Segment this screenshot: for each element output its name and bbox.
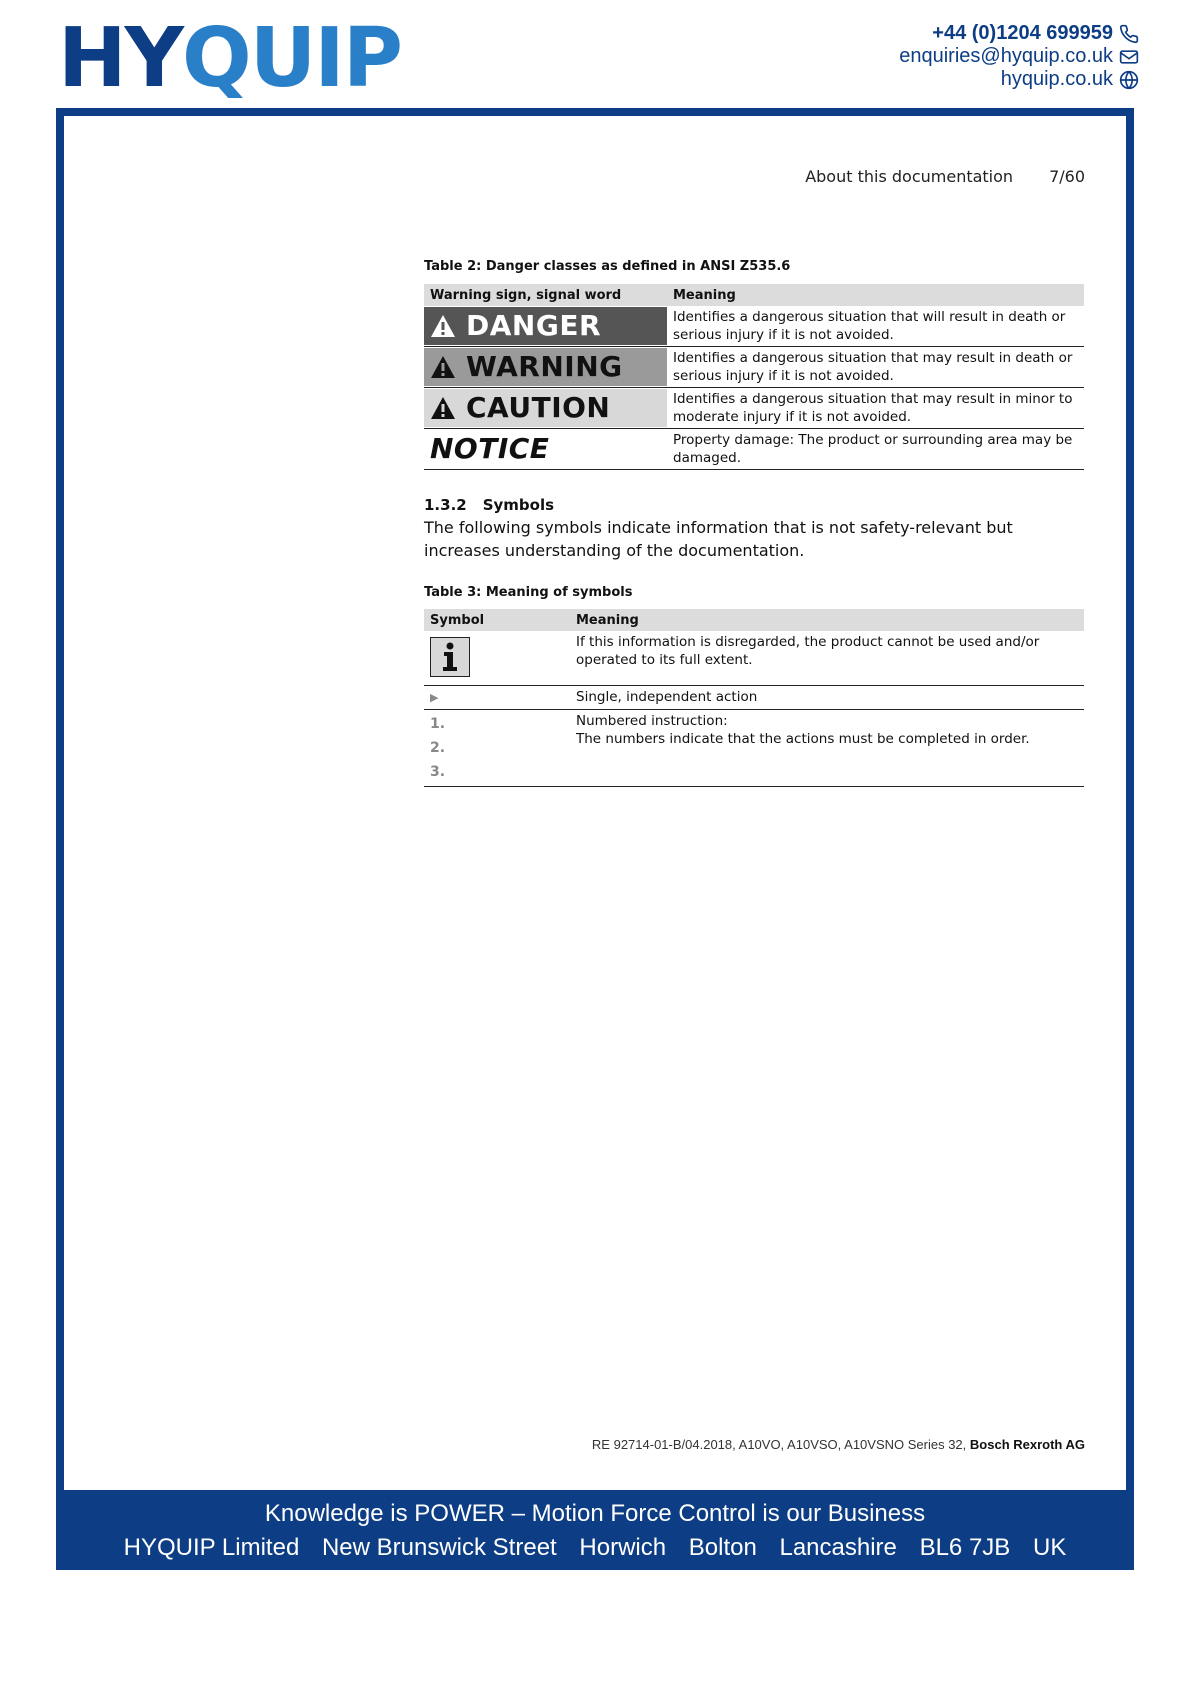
meaning-cell: Identifies a dangerous situation that may result in minor to moderate injury if it is not avoided. — [667, 388, 1084, 429]
caution-sign — [424, 388, 667, 429]
notice-sign — [424, 429, 667, 470]
page-number: 7/60 — [1049, 167, 1085, 186]
list-number: 1. — [430, 716, 446, 732]
list-number: 2. — [430, 740, 446, 756]
meaning-cell: Property damage: The product or surrounding area may be damaged. — [667, 429, 1084, 470]
address-line — [56, 1534, 1134, 1562]
signal-word: WARNING — [466, 350, 623, 383]
website-url[interactable]: hyquip.co.uk — [1000, 68, 1113, 90]
meaning-cell: Identifies a dangerous situation that may result in death or serious injury if it is not avoided. — [667, 347, 1084, 388]
document-reference: RE 92714-01-B/04.2018, A10VO, A10VSO, A10VSNO Series 32, — [591, 1437, 967, 1452]
table-row — [424, 347, 1084, 388]
globe-icon — [1119, 70, 1139, 90]
warning-triangle-icon — [430, 396, 456, 420]
email-address[interactable]: enquiries@hyquip.co.uk — [899, 45, 1113, 67]
signal-word: DANGER — [466, 309, 602, 342]
email-row[interactable] — [899, 45, 1139, 68]
section-name: About this documentation — [805, 167, 1014, 186]
table-row — [424, 686, 1084, 710]
section-body: The following symbols indicate information that is not safety-relevant but increases understanding of the documentation. — [424, 518, 1013, 560]
table-row — [424, 388, 1084, 429]
table-header-row — [424, 284, 1084, 306]
table2-caption: Table 2: Danger classes as defined in ANSI Z535.6 — [424, 259, 791, 274]
meaning-cell — [570, 710, 1084, 787]
meaning-line: Numbered instruction: — [576, 713, 728, 729]
danger-classes-table — [424, 284, 1084, 470]
table3-caption: Table 3: Meaning of symbols — [424, 585, 633, 600]
address-part: UK — [1032, 1534, 1067, 1561]
meaning-cell: Single, independent action — [570, 686, 1084, 710]
footer-band — [56, 1490, 1134, 1570]
meaning-line: The numbers indicate that the actions must be completed in order. — [576, 731, 1030, 747]
website-row[interactable] — [899, 68, 1139, 91]
table-row — [424, 710, 1084, 787]
action-arrow-icon: ▶ — [430, 691, 439, 704]
symbol-cell — [424, 710, 570, 787]
company-name: Bosch Rexroth AG — [969, 1437, 1085, 1452]
signal-word: NOTICE — [430, 432, 550, 465]
warning-triangle-icon — [430, 314, 456, 338]
column-header: Warning sign, signal word — [424, 284, 667, 306]
list-number: 3. — [430, 764, 446, 780]
table-row — [424, 429, 1084, 470]
address-part: Horwich — [579, 1534, 667, 1561]
table-header-row — [424, 609, 1084, 631]
warning-triangle-icon — [430, 355, 456, 379]
table-row — [424, 306, 1084, 347]
warning-sign — [424, 347, 667, 388]
address-part: Lancashire — [779, 1534, 897, 1561]
symbol-cell — [424, 686, 570, 710]
phone-row[interactable] — [899, 22, 1139, 45]
meaning-cell: If this information is disregarded, the product cannot be used and/or operated to its full extent. — [570, 631, 1084, 686]
hyquip-logo — [58, 11, 401, 106]
address-part: Bolton — [688, 1534, 757, 1561]
meaning-cell: Identifies a dangerous situation that will result in death or serious injury if it is not avoided. — [667, 306, 1084, 347]
danger-sign — [424, 306, 667, 347]
logo-part-quip: QUIP — [182, 11, 401, 106]
phone-number[interactable]: +44 (0)1204 699959 — [932, 22, 1113, 44]
address-part: BL6 7JB — [919, 1534, 1011, 1561]
symbols-table — [424, 609, 1084, 787]
numbered-list-symbol — [430, 712, 564, 784]
address-part: New Brunswick Street — [321, 1534, 557, 1561]
column-header: Meaning — [570, 609, 1084, 631]
section-heading — [424, 496, 554, 514]
column-header: Meaning — [667, 284, 1084, 306]
info-icon — [430, 637, 470, 677]
running-head — [805, 167, 1085, 186]
contact-block — [899, 22, 1139, 91]
column-header: Symbol — [424, 609, 570, 631]
logo-part-hy: HY — [58, 11, 183, 106]
document-footer — [592, 1437, 1085, 1452]
envelope-icon — [1119, 47, 1139, 67]
phone-icon — [1119, 24, 1139, 44]
table-row — [424, 631, 1084, 686]
signal-word: CAUTION — [466, 391, 611, 424]
slogan: Knowledge is POWER – Motion Force Control is our Business — [264, 1500, 926, 1527]
section-title: Symbols — [482, 496, 555, 514]
symbol-cell — [424, 631, 570, 686]
address-part: HYQUIP Limited — [123, 1534, 300, 1561]
section-number: 1.3.2 — [424, 496, 467, 514]
